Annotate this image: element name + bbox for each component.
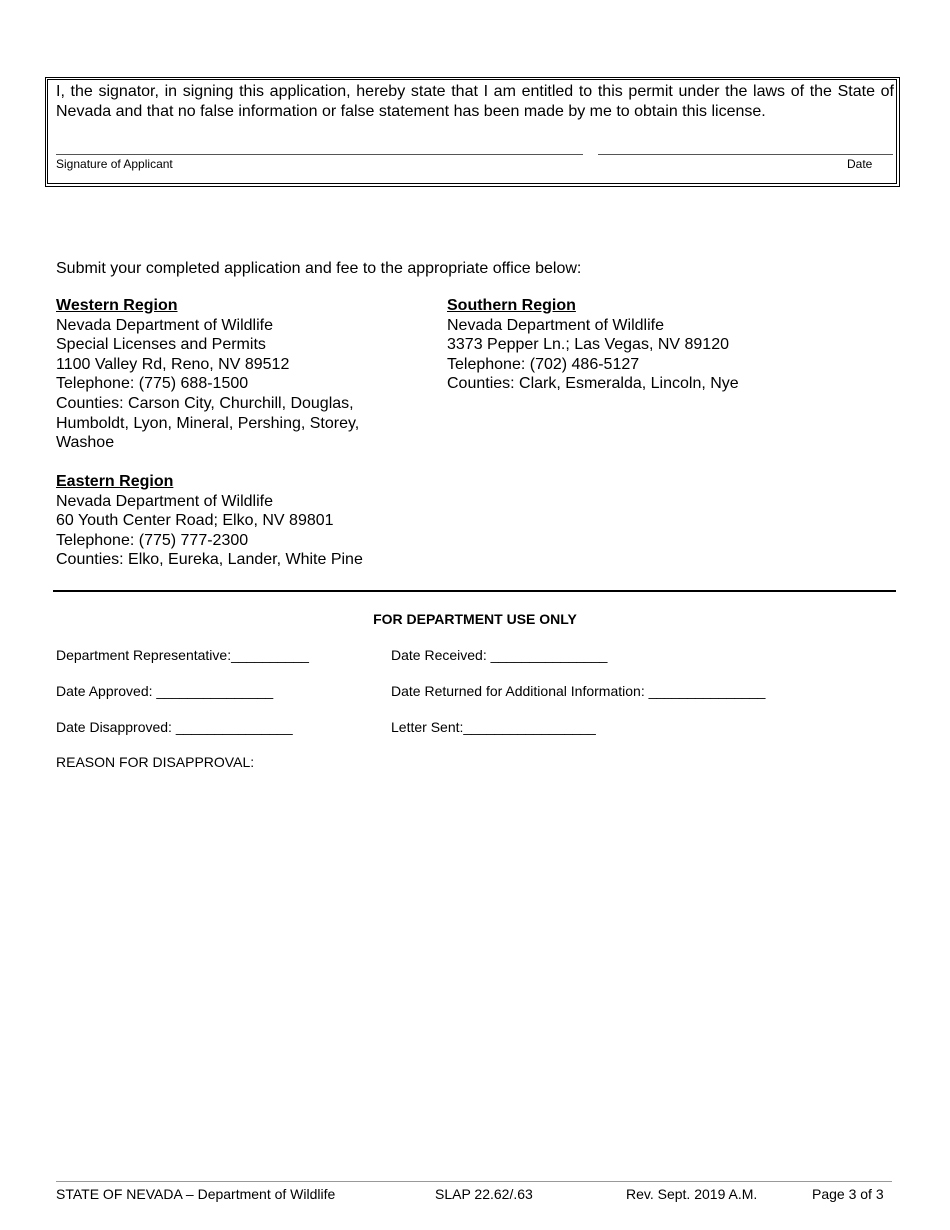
- western-line: Nevada Department of Wildlife: [56, 316, 273, 334]
- southern-line: Nevada Department of Wildlife: [447, 316, 664, 334]
- submit-instructions: Submit your completed application and fee to the appropriate office below:: [56, 260, 582, 277]
- western-line: 1100 Valley Rd, Reno, NV 89512: [56, 355, 290, 373]
- eastern-line: Telephone: (775) 777-2300: [56, 531, 249, 549]
- footer-form-code: SLAP 22.62/.63: [435, 1186, 533, 1202]
- footer-page-number: Page 3 of 3: [812, 1186, 884, 1202]
- department-use-title: FOR DEPARTMENT USE ONLY: [373, 611, 577, 627]
- footer-divider: [56, 1181, 892, 1182]
- southern-line: Telephone: (702) 486-5127: [447, 355, 640, 373]
- date-returned-field[interactable]: Date Returned for Additional Information: _______________: [391, 683, 766, 699]
- reason-for-disapproval-label: REASON FOR DISAPPROVAL:: [56, 754, 255, 770]
- section-divider: [53, 590, 896, 592]
- date-line[interactable]: [598, 154, 893, 155]
- eastern-region-block: [56, 472, 363, 570]
- date-received-field[interactable]: Date Received: _______________: [391, 647, 608, 663]
- certification-statement: I, the signator, in signing this application, hereby state that I am entitled to this permit under the laws of the State of Nevada and that no false information or false statement has been made by me to obtain this license.: [56, 83, 894, 120]
- signature-label: Signature of Applicant: [56, 157, 173, 171]
- western-line: Counties: Carson City, Churchill, Douglas,: [56, 394, 354, 412]
- western-line: Telephone: (775) 688-1500: [56, 375, 249, 393]
- southern-region-block: [447, 296, 739, 394]
- eastern-line: 60 Youth Center Road; Elko, NV 89801: [56, 512, 334, 530]
- date-disapproved-field[interactable]: Date Disapproved: _______________: [56, 719, 293, 735]
- date-label: Date: [847, 157, 873, 171]
- western-line: Special Licenses and Permits: [56, 336, 266, 354]
- footer-agency: STATE OF NEVADA – Department of Wildlife: [56, 1186, 336, 1202]
- southern-line: Counties: Clark, Esmeralda, Lincoln, Nye: [447, 375, 739, 393]
- footer-revision: Rev. Sept. 2019 A.M.: [626, 1186, 758, 1202]
- eastern-region-heading: Eastern Region: [56, 473, 174, 490]
- western-line: Humboldt, Lyon, Mineral, Pershing, Storey,: [56, 414, 360, 432]
- western-line: Washoe: [56, 434, 115, 452]
- southern-line: 3373 Pepper Ln.; Las Vegas, NV 89120: [447, 336, 729, 354]
- western-region-block: [56, 296, 359, 453]
- western-region-heading: Western Region: [56, 297, 178, 314]
- eastern-line: Nevada Department of Wildlife: [56, 492, 273, 510]
- date-approved-field[interactable]: Date Approved: _______________: [56, 683, 274, 699]
- eastern-line: Counties: Elko, Eureka, Lander, White Pine: [56, 551, 363, 569]
- southern-region-heading: Southern Region: [447, 297, 576, 314]
- letter-sent-field[interactable]: Letter Sent:_________________: [391, 719, 596, 735]
- signature-line[interactable]: [56, 154, 583, 155]
- department-representative-field[interactable]: Department Representative:__________: [56, 647, 309, 663]
